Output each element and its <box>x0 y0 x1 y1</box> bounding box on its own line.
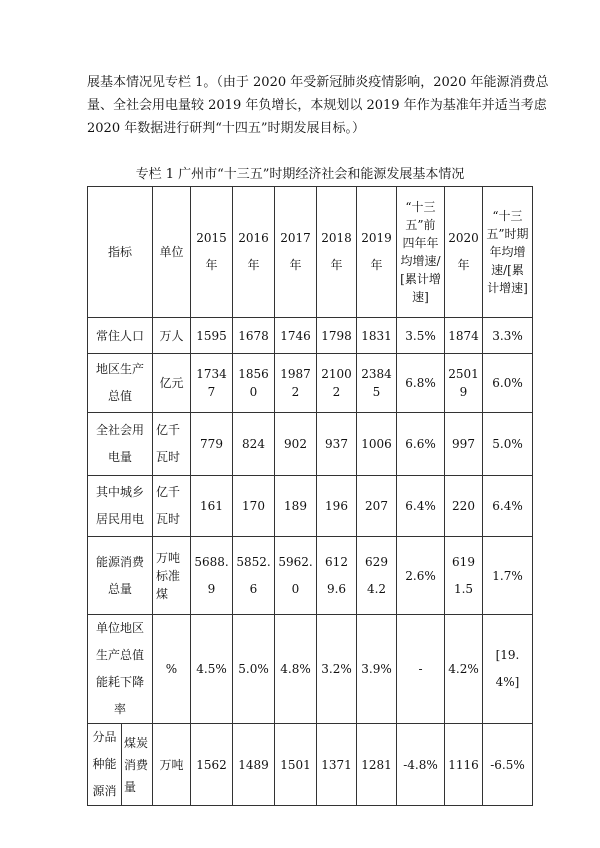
row-unit: 亿元 <box>153 354 191 413</box>
header-2020: 2020年 <box>445 187 483 318</box>
cell-2019: 1831 <box>357 318 397 354</box>
row-unit: % <box>153 615 191 724</box>
row-indicator: 能源消费总量 <box>88 537 153 615</box>
cell-2016: 18560 <box>233 354 275 413</box>
cell-2018: 6129.6 <box>317 537 357 615</box>
cell-period-growth: [19.4%] <box>483 615 533 724</box>
table-row <box>88 615 533 724</box>
row-indicator: 煤炭消费量 <box>122 724 153 806</box>
cell-2020: 25019 <box>445 354 483 413</box>
header-2018: 2018年 <box>317 187 357 318</box>
cell-2016: 170 <box>233 476 275 537</box>
header-indicator: 指标 <box>88 187 153 318</box>
paragraph-line: 量、全社会用电量较 2019 年负增长，本规划以 2019 年作为基准年并适当考虑 <box>87 98 547 113</box>
table-caption: 专栏 1 广州市“十三五”时期经济社会和能源发展基本情况 <box>135 167 465 182</box>
cell-2020: 6191.5 <box>445 537 483 615</box>
cell-pre-growth: 6.8% <box>397 354 445 413</box>
cell-period-growth: 1.7% <box>483 537 533 615</box>
cell-2020: 1874 <box>445 318 483 354</box>
cell-2015: 17347 <box>191 354 233 413</box>
cell-2018: 3.2% <box>317 615 357 724</box>
cell-2016: 824 <box>233 413 275 476</box>
cell-2017: 189 <box>275 476 317 537</box>
cell-2015: 4.5% <box>191 615 233 724</box>
cell-2017: 1746 <box>275 318 317 354</box>
cell-period-growth: 3.3% <box>483 318 533 354</box>
cell-2017: 4.8% <box>275 615 317 724</box>
paragraph-line: 2020 年数据进行研判“十四五”时期发展目标。） <box>87 121 366 136</box>
table-row <box>88 413 533 476</box>
cell-2017: 19872 <box>275 354 317 413</box>
table-header-row <box>88 187 533 318</box>
row-unit: 亿千瓦时 <box>153 476 191 537</box>
cell-2015: 1562 <box>191 724 233 806</box>
row-group: 分品种能源消 <box>88 724 122 806</box>
cell-pre-growth: 2.6% <box>397 537 445 615</box>
cell-2020: 1116 <box>445 724 483 806</box>
cell-2018: 196 <box>317 476 357 537</box>
cell-2019: 1281 <box>357 724 397 806</box>
header-2017: 2017年 <box>275 187 317 318</box>
cell-period-growth: 5.0% <box>483 413 533 476</box>
cell-pre-growth: -4.8% <box>397 724 445 806</box>
row-indicator: 常住人口 <box>88 318 153 354</box>
table-row <box>88 476 533 537</box>
cell-2015: 779 <box>191 413 233 476</box>
cell-2018: 1371 <box>317 724 357 806</box>
cell-2016: 5.0% <box>233 615 275 724</box>
cell-pre-growth: 6.4% <box>397 476 445 537</box>
cell-period-growth: 6.4% <box>483 476 533 537</box>
table-row <box>88 537 533 615</box>
cell-2018: 937 <box>317 413 357 476</box>
cell-2019: 23845 <box>357 354 397 413</box>
row-unit: 亿千瓦时 <box>153 413 191 476</box>
row-unit: 万吨 <box>153 724 191 806</box>
cell-period-growth: -6.5% <box>483 724 533 806</box>
row-indicator: 地区生产总值 <box>88 354 153 413</box>
cell-pre-growth: 3.5% <box>397 318 445 354</box>
cell-2016: 1489 <box>233 724 275 806</box>
cell-2018: 21002 <box>317 354 357 413</box>
data-table <box>87 186 533 806</box>
cell-2020: 4.2% <box>445 615 483 724</box>
cell-2016: 1678 <box>233 318 275 354</box>
cell-2017: 5962.0 <box>275 537 317 615</box>
cell-2015: 5688.9 <box>191 537 233 615</box>
cell-2017: 902 <box>275 413 317 476</box>
table-row <box>88 318 533 354</box>
cell-2018: 1798 <box>317 318 357 354</box>
row-unit: 万人 <box>153 318 191 354</box>
cell-2015: 161 <box>191 476 233 537</box>
table-row <box>88 724 533 806</box>
paragraph-line: 展基本情况见专栏 1。（由于 2020 年受新冠肺炎疫情影响，2020 年能源消费总 <box>87 75 549 90</box>
cell-2019: 1006 <box>357 413 397 476</box>
table-row <box>88 354 533 413</box>
cell-2019: 207 <box>357 476 397 537</box>
row-unit: 万吨标准煤 <box>153 537 191 615</box>
cell-2015: 1595 <box>191 318 233 354</box>
cell-2019: 6294.2 <box>357 537 397 615</box>
intro-paragraph <box>87 71 549 140</box>
header-2016: 2016年 <box>233 187 275 318</box>
cell-period-growth: 6.0% <box>483 354 533 413</box>
cell-2020: 220 <box>445 476 483 537</box>
header-2019: 2019年 <box>357 187 397 318</box>
row-indicator: 其中城乡居民用电 <box>88 476 153 537</box>
cell-2017: 1501 <box>275 724 317 806</box>
row-indicator: 单位地区生产总值能耗下降率 <box>88 615 153 724</box>
header-unit: 单位 <box>153 187 191 318</box>
cell-2020: 997 <box>445 413 483 476</box>
cell-2016: 5852.6 <box>233 537 275 615</box>
row-indicator: 全社会用电量 <box>88 413 153 476</box>
header-period-growth: “十三五”时期年均增速/[累计增速] <box>483 187 533 318</box>
header-pre-growth: “十三五”前四年年均增速/[累计增速] <box>397 187 445 318</box>
cell-2019: 3.9% <box>357 615 397 724</box>
cell-pre-growth: - <box>397 615 445 724</box>
cell-pre-growth: 6.6% <box>397 413 445 476</box>
header-2015: 2015年 <box>191 187 233 318</box>
